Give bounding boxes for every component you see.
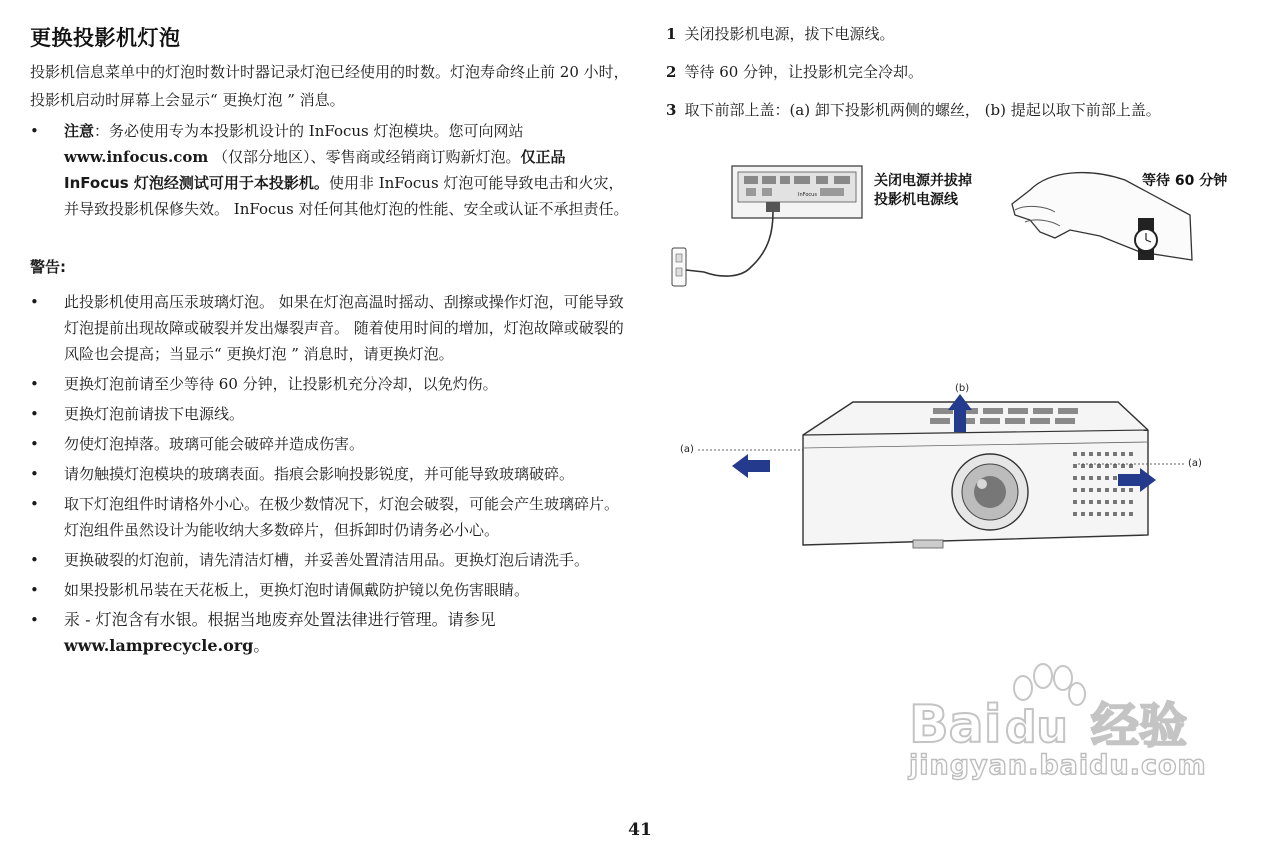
watermark-url: jingyan.baidu.com <box>909 750 1207 781</box>
left-column <box>30 22 630 663</box>
warning-item: • 更换灯泡前请拔下电源线。 <box>30 405 245 423</box>
note-text-a: ：务必使用专为本投影机设计的 InFocus 灯泡模块。您可向网站 <box>94 122 524 140</box>
step-2: 2 等待 60 分钟，让投影机完全冷却。 <box>666 63 924 81</box>
svg-text:经验: 经验 <box>1091 698 1188 754</box>
figure-remove-front-cover <box>678 380 1223 580</box>
figure-unplug-and-wait <box>670 160 1230 290</box>
note-item <box>30 118 630 222</box>
note-bold-text: 仅正品 InFocus 灯泡经测试可用于本投影机。 <box>64 148 566 192</box>
projector-cover-illustration <box>678 380 1223 580</box>
warning-item: • 如果投影机吊装在天花板上，更换灯泡时请佩戴防护镜以免伤害眼睛。 <box>30 581 530 599</box>
note-list <box>30 118 630 222</box>
step-1: 1 关闭投影机电源，拔下电源线。 <box>666 25 895 43</box>
svg-text:du: du <box>1005 702 1068 753</box>
step-3: 3 取下前部上盖：(a) 卸下投影机两侧的螺丝， (b) 提起以取下前部上盖。 <box>666 101 1161 119</box>
unplug-caption: 关闭电源并拔掉 投影机电源线 <box>874 173 972 208</box>
wall-outlet-icon <box>672 248 704 286</box>
warning-item: • 取下灯泡组件时请格外小心。在极少数情况下，灯泡会破裂，可能会产生玻璃碎片。灯泡组件虽然设计为能收纳大多数碎片，但拆卸时仍请务必小心。 <box>30 495 620 539</box>
lamprecycle-link[interactable]: www.lamprecycle.org <box>64 636 254 655</box>
callout-a-left: (a) <box>680 444 694 455</box>
callout-a-right: (a) <box>1188 458 1202 469</box>
warning-item: • 请勿触摸灯泡模块的玻璃表面。指痕会影响投影锐度，并可能导致玻璃破碎。 <box>30 465 575 483</box>
wait-caption: 等待 60 分钟 <box>1142 173 1228 189</box>
section-title: 更换投影机灯泡 <box>30 26 181 50</box>
baidu-jingyan-watermark <box>895 660 1215 800</box>
note-text-b: （仅部分地区）、零售商或经销商订购新灯泡。 <box>208 148 521 166</box>
arrow-left-icon <box>732 454 770 478</box>
baidu-paw-logo-icon <box>895 660 1215 755</box>
projector-rear-icon <box>732 166 862 218</box>
intro-paragraph: 投影机信息菜单中的灯泡时数计时器记录灯泡已经使用的时数。灯泡寿命终止前 20 小时，投影机启动时屏幕上会显示“ 更换灯泡 ” 消息。 <box>30 63 629 109</box>
note-text-c: 使用非 InFocus 灯泡可能导致电击和火灾，并导致投影机保修失效。 InFocus 对任何其他灯泡的性能、安全或认证不承担责任。 <box>64 174 629 218</box>
right-column <box>666 24 1266 138</box>
warning-item-mercury: • 汞 - 灯泡含有水银。根据当地废弃处置法律进行管理。请参见 www.lamprecycle.org。 <box>30 610 496 655</box>
callout-b: (b) <box>955 383 970 394</box>
warning-list <box>30 289 630 659</box>
warning-item: • 勿使灯泡掉落。玻璃可能会破碎并造成伤害。 <box>30 435 365 453</box>
bullet: • <box>30 122 39 140</box>
warning-heading: 警告: <box>30 258 67 276</box>
svg-text:Bai: Bai <box>909 695 1002 755</box>
infocus-website-link[interactable]: www.infocus.com <box>64 148 209 166</box>
svg-text:InFocus: InFocus <box>798 192 817 198</box>
mercury-text: 汞 - 灯泡含有水银。根据当地废弃处置法律进行管理。请参见 <box>64 610 496 629</box>
page-number: 41 <box>628 820 652 840</box>
projector-body-icon <box>803 402 1148 548</box>
warning-item: • 此投影机使用高压汞玻璃灯泡。 如果在灯泡高温时摇动、刮擦或操作灯泡，可能导致灯泡提前出现故障或破裂并发出爆裂声音。 随着使用时间的增加，灯泡故障或破裂的风险也会提高；当显示“ 更换灯泡 ” 消息时，请更换灯泡。 <box>30 293 624 363</box>
warning-item: • 更换破裂的灯泡前，请先清洁灯槽，并妥善处置清洁用品。更换灯泡后请洗手。 <box>30 551 590 569</box>
warning-item: • 更换灯泡前请至少等待 60 分钟，让投影机充分冷却，以免灼伤。 <box>30 375 498 393</box>
note-label: 注意 <box>64 122 95 140</box>
